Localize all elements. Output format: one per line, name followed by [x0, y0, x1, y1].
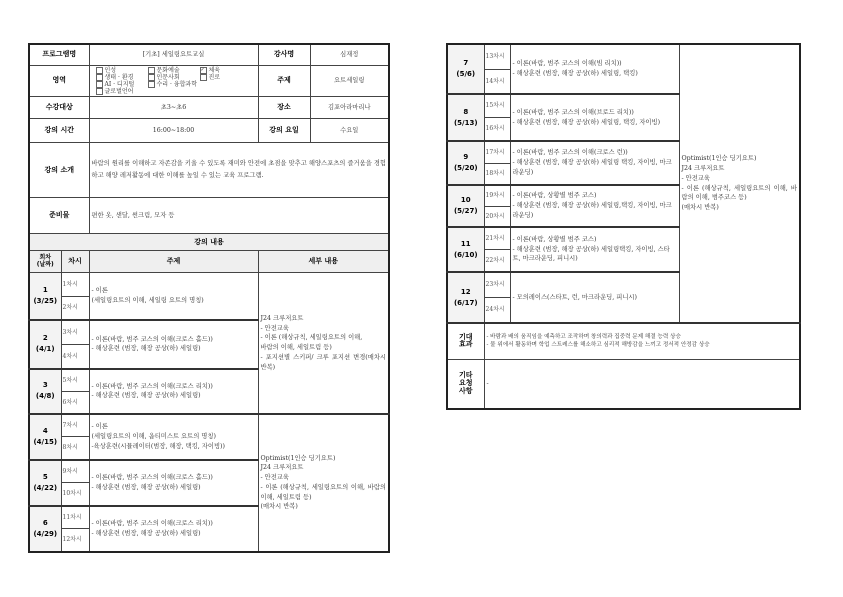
- checkbox-icon[interactable]: [148, 81, 155, 88]
- detail-cell: J24 크루저요트 - 안전교육 - 이론 (해상규칙, 세일링요트의 이해, 바람의 이해, 세일트림 등) - 포지션별 스키퍼/ 크루 포지션 변경(매차시 반복): [258, 273, 389, 414]
- supplies-value: 편한 옷, 샌달, 썬크림, 모자 등: [89, 198, 389, 234]
- target-label: 수강대상: [29, 97, 89, 119]
- schedule-row: [29, 414, 389, 437]
- topic-cell: - 이론(바람, 범주 코스의 이해(브로드 리치)) - 해상훈련 (범장, 해장 공상(하) 세일링, 택킹, 자이빙): [510, 94, 679, 141]
- topic-cell: - 이론(바람, 범주 코스의 이해(크로스 홀드)) - 해상훈련 (범장, 해장 공상(하) 세일링): [89, 460, 258, 506]
- place-label: 장소: [258, 97, 310, 119]
- other-value: -: [484, 359, 800, 409]
- session-cell: [447, 44, 484, 94]
- period-cell: 7차시: [61, 414, 89, 437]
- subject-label: 주제: [258, 65, 310, 97]
- area-option-label: 문화예술: [156, 66, 180, 74]
- period-cell: 6차시: [61, 391, 89, 414]
- period-cell: 15차시: [484, 94, 510, 118]
- session-number: 10: [460, 196, 471, 205]
- program-value: [기초] 세일링요트교실: [89, 44, 258, 65]
- area-option[interactable]: [96, 81, 148, 88]
- period-cell: 2차시: [61, 296, 89, 320]
- session-number: 11: [460, 239, 471, 248]
- program-label: 프로그램명: [29, 44, 89, 65]
- checkbox-icon[interactable]: [96, 88, 103, 95]
- area-option[interactable]: [96, 67, 148, 74]
- period-cell: 14차시: [484, 69, 510, 94]
- day-label: 강의 요일: [258, 119, 310, 143]
- session-cell: [29, 460, 61, 506]
- topic-cell: - 이론 (세일링요트의 이해, 세일링 요트의 명칭): [89, 273, 258, 320]
- time-label: 강의 시간: [29, 119, 89, 143]
- session-date: (5/20): [453, 164, 478, 172]
- period-cell: 20차시: [484, 206, 510, 227]
- checkbox-icon[interactable]: [96, 74, 103, 81]
- period-cell: 12차시: [61, 529, 89, 552]
- period-cell: 13차시: [484, 44, 510, 69]
- topic-cell: - 이론(바람, 범주 코스의 이해(빔 리치)) - 해상훈련 (범장, 해장 공상(하) 세일링, 택킹): [510, 44, 679, 94]
- detail-cell: Optimist(1인승 딩기요트) J24 크루저요트 - 안전교육 - 이론 (해상규칙, 세일링요트의 이해, 바람의 이해, 세일트림 등) (매차시 반복): [258, 414, 389, 552]
- session-number: 1: [42, 286, 48, 295]
- header-detail: 세부 내용: [258, 251, 389, 273]
- session-cell: [29, 506, 61, 552]
- detail-cell: Optimist(1인승 딩기요트) J24 크루저요트 - 안전교육 - 이론 (해상규칙, 세일링요트의 이해, 바람의 이해, 범주코스 등) (매차시 반복): [679, 44, 800, 323]
- period-cell: 11차시: [61, 506, 89, 529]
- session-date: (5/13): [453, 118, 478, 127]
- area-option-label: AI · 디지털: [104, 80, 135, 88]
- period-cell: 21차시: [484, 227, 510, 250]
- session-date: (5/6): [456, 70, 476, 78]
- session-number: 9: [463, 153, 469, 162]
- period-cell: 5차시: [61, 369, 89, 392]
- session-cell: [447, 227, 484, 272]
- checkbox-icon[interactable]: [200, 74, 207, 81]
- session-cell: [29, 320, 61, 369]
- header-session: 회차 (날짜): [29, 251, 61, 273]
- day-value: 수요일: [310, 119, 389, 143]
- area-option-label: 체육: [208, 66, 221, 74]
- period-cell: 1차시: [61, 273, 89, 297]
- subject-value: 요트세일링: [310, 65, 389, 97]
- area-option[interactable]: [96, 88, 148, 95]
- session-number: 4: [42, 426, 48, 435]
- schedule-row: [29, 273, 389, 297]
- topic-cell: - 이론 (세일링요트의 이해, 옵티미스트 요트의 명칭) -육상훈련(시뮬레이터(범장, 해장, 택킹, 자이빙)): [89, 414, 258, 460]
- area-option[interactable]: [148, 74, 200, 81]
- session-cell: [29, 414, 61, 460]
- session-number: 8: [463, 107, 469, 116]
- period-cell: 4차시: [61, 344, 89, 369]
- session-date: (4/1): [35, 345, 55, 354]
- period-cell: 24차시: [484, 298, 510, 324]
- area-checkboxes: [89, 65, 258, 97]
- time-value: 16:00~18:00: [89, 119, 258, 143]
- intro-value: 바람의 원리를 이해하고 자존감을 키울 수 있도록 재미와 안전에 초점을 맞추고 해양스포츠의 즐거움을 경험하고 해양 레저활동에 대한 이해를 높일 수 있는 교육 프로그램.: [89, 143, 389, 198]
- schedule-title: 강의 내용: [29, 234, 389, 251]
- period-cell: 10차시: [61, 483, 89, 506]
- session-date: (4/29): [33, 529, 58, 538]
- period-cell: 8차시: [61, 437, 89, 460]
- period-cell: 9차시: [61, 460, 89, 483]
- checked-checkbox-icon[interactable]: ✓: [200, 66, 205, 73]
- session-date: (4/22): [33, 483, 58, 492]
- checkbox-icon[interactable]: [96, 67, 103, 74]
- checkbox-icon[interactable]: [148, 67, 155, 74]
- session-number: 12: [460, 287, 471, 296]
- session-cell: [447, 272, 484, 323]
- session-cell: [447, 94, 484, 141]
- topic-cell: - 이론(바람, 상황별 범주 코스) - 해상훈련 (범장, 해장 공상(하) 세일링,택킹, 자이빙, 마크라운딩): [510, 185, 679, 227]
- schedule-row: [447, 44, 800, 69]
- instructor-value: 심재정: [310, 44, 389, 65]
- topic-cell: - 모의레이스(스타트, 런, 마크라운딩, 피니시): [510, 272, 679, 323]
- area-option-label: 인성: [104, 66, 117, 74]
- supplies-label: 준비물: [29, 198, 89, 234]
- period-cell: 17차시: [484, 141, 510, 163]
- session-cell: [29, 273, 61, 320]
- session-cell: [447, 185, 484, 227]
- header-period: 차시: [61, 251, 89, 273]
- area-option-label: 진로: [208, 73, 221, 81]
- period-cell: 16차시: [484, 118, 510, 142]
- course-plan-table-right: [446, 43, 801, 410]
- period-cell: 18차시: [484, 163, 510, 185]
- area-option[interactable]: [148, 81, 200, 88]
- effects-label: 기대 효과: [447, 323, 484, 359]
- topic-cell: - 이론(바람, 범주 코스의 이해(크로스 리치)) - 해상훈련 (범장, 해장 공상(하) 세일링): [89, 369, 258, 414]
- area-option-label: 글로벌언어: [104, 88, 134, 96]
- other-label: 기타 요청 사항: [447, 359, 484, 409]
- session-number: 6: [42, 518, 48, 527]
- session-date: (3/25): [33, 297, 58, 305]
- target-value: 초3~초6: [89, 97, 258, 119]
- session-number: 2: [42, 334, 48, 343]
- session-date: (6/17): [453, 298, 478, 307]
- topic-cell: - 이론(바람, 범주 코스의 이해(크로스 런)) - 해상훈련 (범장, 해장 공상(하) 세일링 택킹, 자이빙, 마크라운딩): [510, 141, 679, 185]
- intro-label: 강의 소개: [29, 143, 89, 198]
- session-cell: [29, 369, 61, 414]
- topic-cell: - 이론(바람, 범주 코스의 이해(크로스 홀드)) - 해상훈련 (범장, 해장 공상(하) 세일링): [89, 320, 258, 369]
- session-date: (4/8): [35, 392, 55, 401]
- header-topic: 주제: [89, 251, 258, 273]
- area-option-label: 인문사회: [156, 73, 180, 81]
- topic-cell: - 이론(바람, 상황별 범주 코스) - 해상훈련 (범장, 해장 공상(하) 세일링택킹, 자이빙, 스타트, 마크라운딩, 피니시): [510, 227, 679, 272]
- effects-value: - 바람과 배의 움직임을 예측하고 조작하며 창의력과 집중력 문제 해결 능력 상승 - 물 위에서 활동하며 학업 스트레스를 해소하고 심리적 해방감을 느끼고 정서적 안정감 상승: [484, 323, 800, 359]
- course-plan-table-left: [28, 43, 390, 553]
- period-cell: 23차시: [484, 272, 510, 298]
- session-number: 5: [42, 472, 48, 481]
- area-option[interactable]: [96, 74, 148, 81]
- session-number: 3: [42, 381, 48, 390]
- checkbox-icon[interactable]: [96, 81, 103, 88]
- instructor-label: 강사명: [258, 44, 310, 65]
- session-number: 7: [463, 59, 469, 68]
- area-option[interactable]: [148, 67, 200, 74]
- period-cell: 3차시: [61, 320, 89, 345]
- session-date: (5/27): [453, 207, 478, 215]
- area-option[interactable]: [200, 67, 252, 74]
- checkbox-icon[interactable]: [148, 74, 155, 81]
- area-option-label: 생태 · 환경: [104, 73, 134, 81]
- session-cell: [447, 141, 484, 185]
- session-date: (6/10): [453, 250, 478, 259]
- area-option-label: 수리 · 융합과학: [156, 80, 197, 88]
- topic-cell: - 이론(바람, 범주 코스의 이해(크로스 리치)) - 해상훈련 (범장, 해장 공상(하) 세일링): [89, 506, 258, 552]
- period-cell: 22차시: [484, 250, 510, 273]
- place-value: 김포아라마리나: [310, 97, 389, 119]
- area-label: 영역: [29, 65, 89, 97]
- area-option[interactable]: [200, 74, 252, 81]
- period-cell: 19차시: [484, 185, 510, 206]
- session-date: (4/15): [33, 437, 58, 446]
